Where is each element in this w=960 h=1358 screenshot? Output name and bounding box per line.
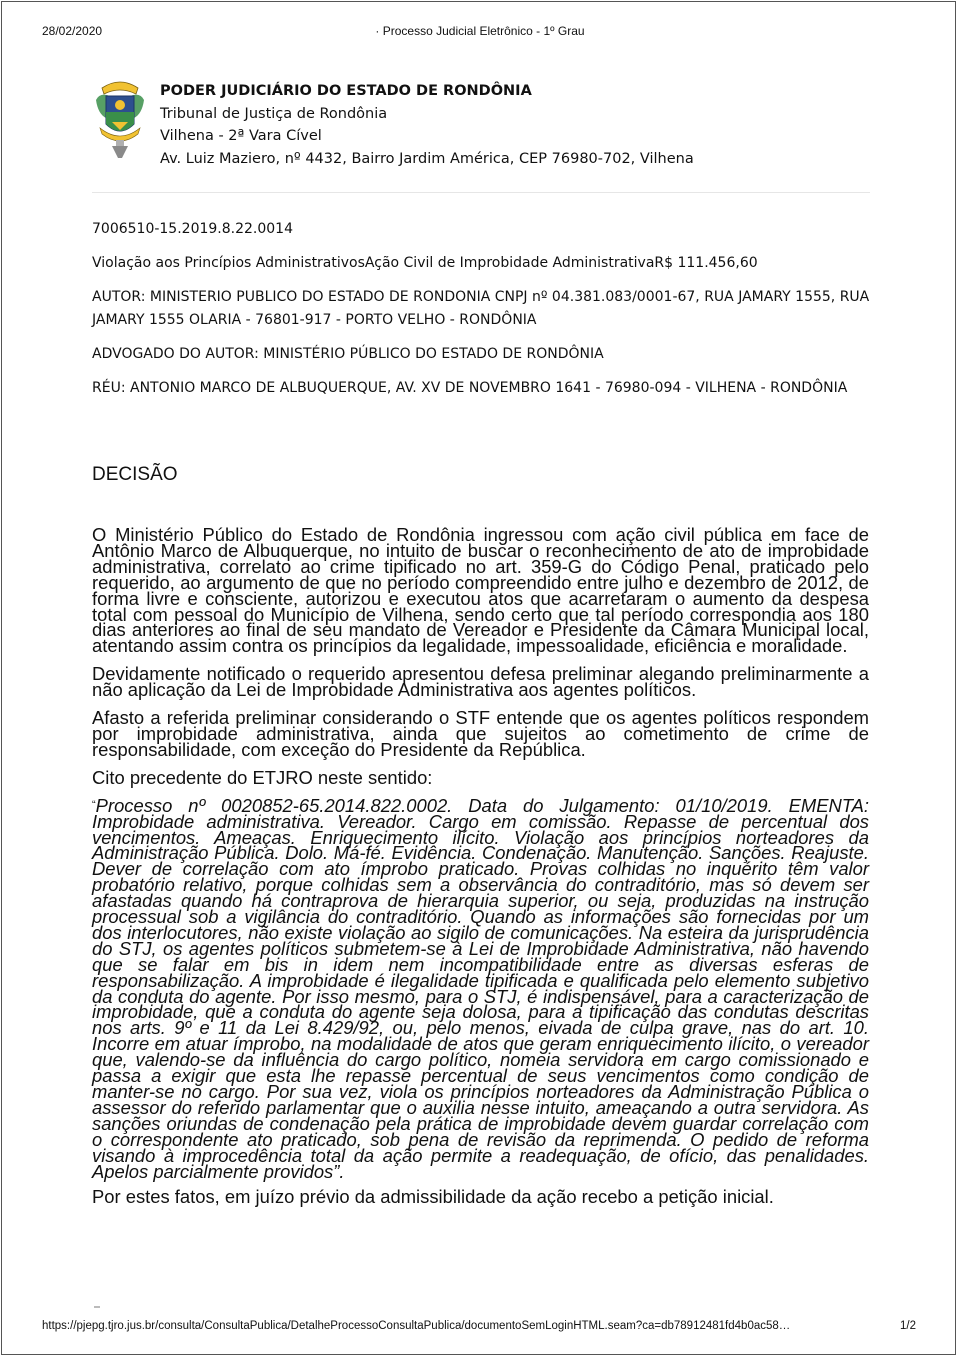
decision-paragraph-4: Cito precedente do ETJRO neste sentido: bbox=[92, 766, 433, 788]
process-subject: Violação aos Princípios AdministrativosAção Civil de Improbidade AdministrativaR$ 111.456,60 bbox=[92, 255, 758, 271]
print-url: https://pjepg.tjro.jus.br/consulta/ConsultaPublica/DetalheProcessoConsultaPublica/documentoSemLoginHTML.seam?ca=db78912481fd4b0ac58… bbox=[42, 1320, 791, 1332]
process-lawyer: ADVOGADO DO AUTOR: MINISTÉRIO PÚBLICO DO ESTADO DE RONDÔNIA bbox=[92, 346, 604, 362]
header-divider bbox=[92, 192, 870, 193]
tribunal-name: Tribunal de Justiça de Rondônia bbox=[160, 105, 388, 122]
process-defendant: RÉU: ANTONIO MARCO DE ALBUQUERQUE, AV. XV DE NOVEMBRO 1641 - 76980-094 - VILHENA - RONDÔNIA bbox=[92, 380, 848, 396]
quote-mark: “ bbox=[92, 798, 96, 811]
decision-paragraph-3: Afasto a referida preliminar considerando o STF entende que os agentes políticos respondem por improbidade administrativa, ainda que sujeitos ao cometimento de crime de responsabilidade, com exceção do Presidente da República. bbox=[92, 707, 869, 760]
process-author: AUTOR: MINISTERIO PUBLICO DO ESTADO DE RONDONIA CNPJ nº 04.381.083/0001-67, RUA JAMARY 1555, RUA JAMARY 1555 OLARIA - 76801-917 - PORTO VELHO - RONDÔNIA bbox=[92, 289, 870, 328]
court-name: PODER JUDICIÁRIO DO ESTADO DE RONDÔNIA bbox=[160, 83, 532, 99]
state-coat-of-arms-icon bbox=[92, 78, 148, 162]
page-marker bbox=[94, 1306, 100, 1308]
process-metadata bbox=[92, 218, 870, 411]
court-address: Av. Luiz Maziero, nº 4432, Bairro Jardim América, CEP 76980-702, Vilhena bbox=[160, 150, 694, 167]
decision-paragraph-1: O Ministério Público do Estado de Rondônia ingressou com ação civil pública em face de Antônio Marco de Albuquerque, no intuito de buscar o reconhecimento de ato de improbidade administrativa, correlato ao crime tipificado no art. 359-G do Código Penal, praticado pelo requerido, ao argumento de que no período compreendido entre julho e dezembro de 2012, de forma livre e consciente, autorizou e executou atos que acarretaram o aumento da despesa total com pessoal do Município de Vilhena, sendo certo que tal período correspondia aos 180 dias anteriores ao final de seu mandato de Vereador e Presidente da Câmara Municipal local, atentando assim contra os princípios da legalidade, impessoalidade, eficiência e moralidade. bbox=[92, 524, 869, 657]
decision-paragraph-2: Devidamente notificado o requerido apresentou defesa preliminar alegando preliminarmente a não aplicação da Lei de Improbidade Administrativa aos agentes políticos. bbox=[92, 663, 869, 701]
print-title: · Processo Judicial Eletrônico - 1º Grau bbox=[375, 24, 585, 38]
decision-body bbox=[92, 524, 869, 1217]
decision-heading: DECISÃO bbox=[92, 464, 178, 485]
precedent-quote-text: Processo nº 0020852-65.2014.822.0002. Data do Julgamento: 01/10/2019. EMENTA: Improbidade administrativa. Vereador. Cargo em comissão. Repasse de percentual dos vencimentos. Ameaças. Enriquecimento ilícito. Violação aos princípios norteadores da Administração Pública. Dolo. Má-fé. Evidência. Condenação. Manutenção. Sanções. Reajuste. Dever de correlação com ato ímprobo praticado. Provas colhidas no inquérito têm valor probatório relativo, porque colhidas sem a observância do contraditório, mas só devem ser afastadas quando há contraprova de hierarquia superior, ou seja, produzidas na instrução processual sob a vigilância do contraditório. Quando as informações são fornecidas por um dos interlocutores, não existe violação ao sigilo de comunicações. Na esteira da jurisprudência do STJ, os agentes políticos submetem-se à Lei de Improbidade Administrativa, não havendo que se falar em bis in idem nem incompatibilidade entre as diversas esferas de responsabilização. A improbidade é ilegalidade tipificada e qualificada pelo elemento subjetivo da conduta do agente. Por isso mesmo, para o STJ, é indispensável, para a caracterização de improbidade, que a conduta do agente seja dolosa, para a tipificação das condutas descritas nos arts. 9º e 11 da Lei 8.429/92, ou, pelo menos, eivada de culpa grave, nas do art. 10. Incorre em atuar ímprobo, na modalidade de atos que geram enriquecimento ilícito, o vereador que, valendo-se da influência do cargo político, nomeia servidora em cargo comissionado e passa a exigir que esta lhe repasse percentual de seus vencimentos como condição de manter-se no cargo. Por sua vez, viola os princípios norteadores da Administração Pública o assessor do referido parlamentar que o auxilia nesse intuito, ameaçando a outra servidora. As sanções oriundas de condenação pela prática de improbidade devem guardar correlação com o correspondente ato praticado, sob pena de revisão da reprimenda. O pedido de reforma visando à improcedência total da ação permite a readequação, de ofício, das penalidades. Apelos parcialmente providos”. bbox=[92, 794, 869, 1182]
print-page-number: 1/2 bbox=[900, 1320, 916, 1332]
court-division: Vilhena - 2ª Vara Cível bbox=[160, 128, 322, 144]
process-number: 7006510-15.2019.8.22.0014 bbox=[92, 221, 293, 237]
print-date: 28/02/2020 bbox=[42, 24, 103, 38]
court-header bbox=[160, 80, 694, 170]
precedent-quote bbox=[92, 794, 869, 1182]
decision-paragraph-5: Por estes fatos, em juízo prévio da admissibilidade da ação recebo a petição inicial. bbox=[92, 1186, 774, 1208]
